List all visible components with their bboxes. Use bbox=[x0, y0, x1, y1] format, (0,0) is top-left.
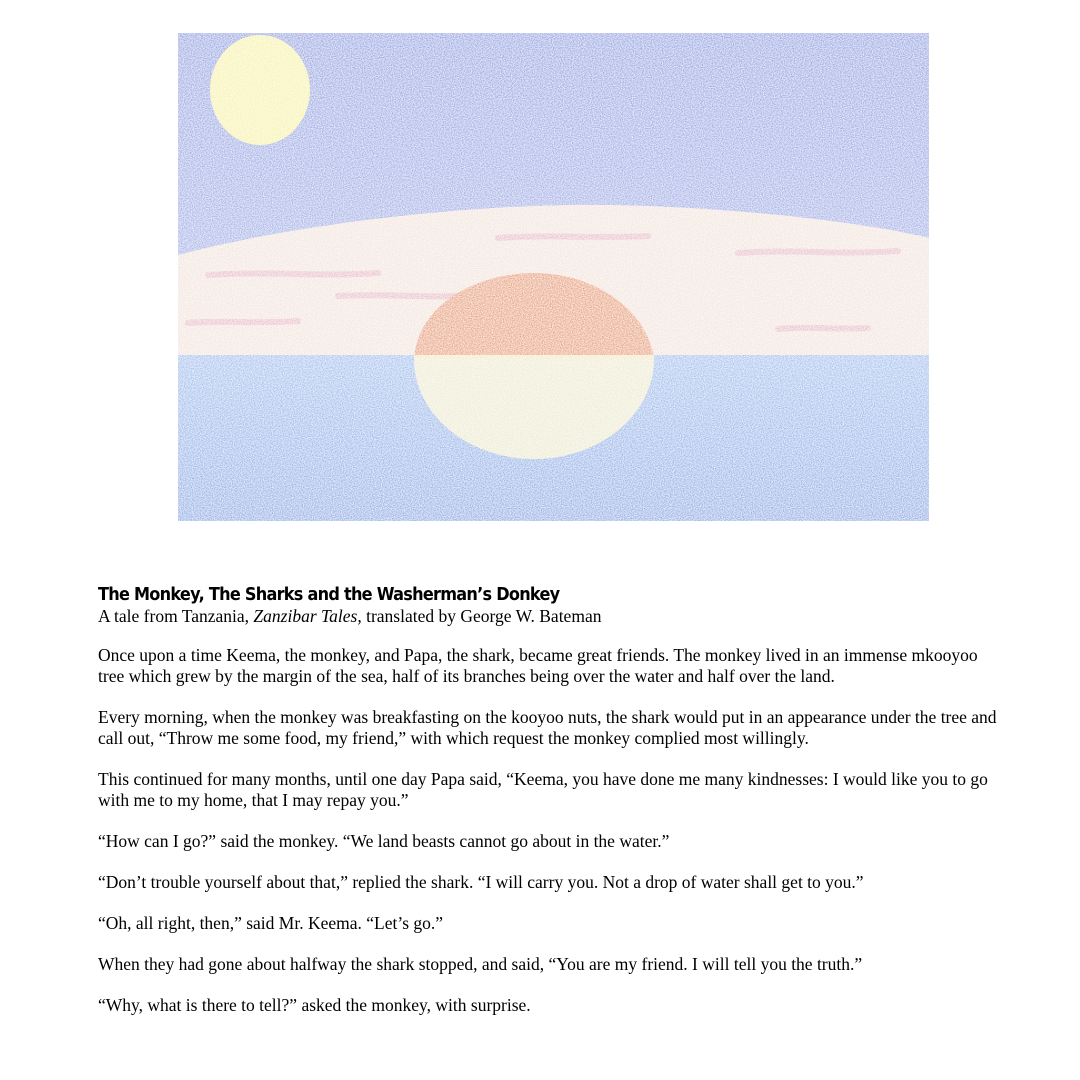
paragraph: “Don’t trouble yourself about that,” replied the shark. “I will carry you. Not a drop of water shall get to you.” bbox=[98, 872, 864, 892]
sunset-illustration bbox=[178, 33, 929, 521]
paragraph: When they had gone about halfway the shark stopped, and said, “You are my friend. I will tell you the truth.” bbox=[98, 954, 863, 974]
byline-source: Zanzibar Tales, bbox=[253, 606, 362, 626]
paragraph: “How can I go?” said the monkey. “We land beasts cannot go about in the water.” bbox=[98, 831, 670, 851]
paragraph: Once upon a time Keema, the monkey, and Papa, the shark, became great friends. The monkey lived in an immense mkooyoo tree which grew by the margin of the sea, half of its branches being over the water and half over the land. bbox=[98, 645, 978, 686]
paragraph: “Why, what is there to tell?” asked the monkey, with surprise. bbox=[98, 995, 531, 1015]
story-text bbox=[98, 584, 998, 1016]
byline bbox=[98, 606, 998, 626]
paragraph: This continued for many months, until one day Papa said, “Keema, you have done me many kindnesses: I would like you to go with me to my home, that I may repay you.” bbox=[98, 769, 988, 810]
byline-prefix: A tale from Tanzania, bbox=[98, 606, 254, 626]
paragraph: Every morning, when the monkey was breakfasting on the kooyoo nuts, the shark would put in an appearance under the tree and call out, “Throw me some food, my friend,” with which request the monkey complied most willingly. bbox=[98, 707, 997, 748]
story-title: The Monkey, The Sharks and the Washerman’s Donkey bbox=[98, 585, 560, 605]
byline-suffix: translated by George W. Bateman bbox=[361, 606, 602, 626]
paragraph: “Oh, all right, then,” said Mr. Keema. “Let’s go.” bbox=[98, 913, 444, 933]
moon bbox=[210, 35, 310, 145]
